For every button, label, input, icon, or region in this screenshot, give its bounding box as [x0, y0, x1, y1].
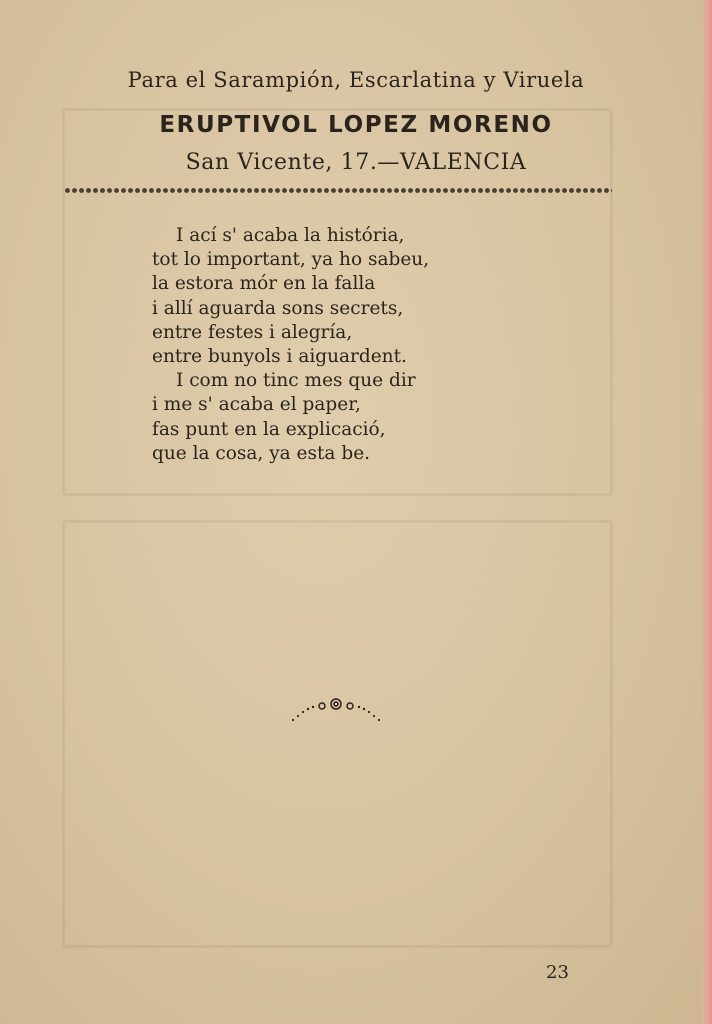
page-number: 23 — [546, 962, 569, 983]
poem-line: entre festes i alegría, — [152, 321, 353, 343]
poem-line: I ací s' acaba la história, — [176, 225, 405, 246]
ad-tagline: Para el Sarampión, Escarlatina y Viruela — [127, 68, 585, 92]
ad-product-name: ERUPTIVOL LOPEZ MORENO — [159, 112, 553, 138]
poem-block — [152, 224, 429, 466]
poem-line: que la cosa, ya esta be. — [152, 442, 371, 464]
poem-line: fas punt en la explicació, — [152, 418, 386, 440]
bleed-through-frame-bottom — [62, 520, 613, 948]
ad-address: San Vicente, 17.—VALENCIA — [185, 150, 527, 175]
poem-line: i me s' acaba el paper, — [152, 394, 361, 416]
ornament-icon — [290, 693, 382, 723]
poem-line: la estora mór en la falla — [152, 273, 376, 295]
poem-line: I com no tinc mes que dir — [176, 370, 416, 392]
dotted-divider — [64, 186, 612, 195]
poem-line: entre bunyols i aiguardent. — [152, 346, 407, 368]
poem-line: i allí aguarda sons secrets, — [152, 297, 404, 319]
poem-line: tot lo important, ya ho sabeu, — [152, 249, 430, 271]
